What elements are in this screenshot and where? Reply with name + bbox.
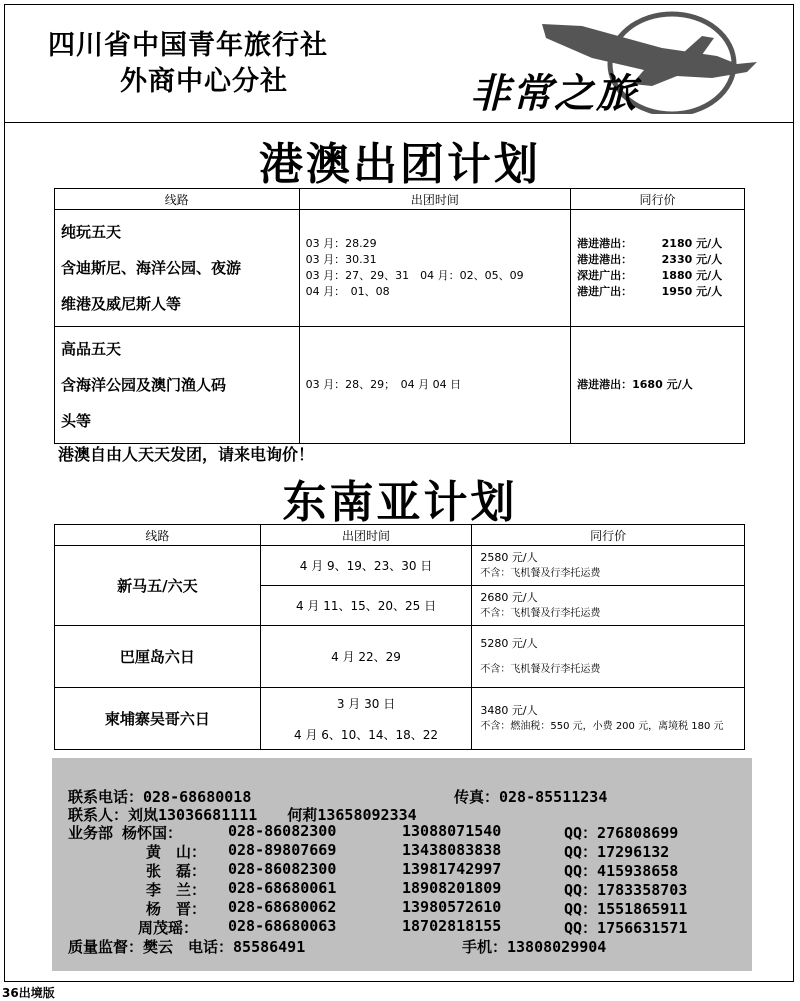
- date-line: 04 月： 01、08: [305, 285, 390, 298]
- staff-tel: 028-86082300: [228, 860, 337, 878]
- price-value: 2580 元/人: [480, 550, 538, 564]
- sea-table: [54, 524, 745, 750]
- route-desc: 维港及威尼斯人等: [61, 295, 182, 313]
- dates-cell: [299, 210, 571, 327]
- staff-tel: 028-68680062: [228, 898, 337, 916]
- route-cell: [55, 210, 300, 327]
- route-cell: [55, 327, 300, 444]
- table-row: [55, 688, 745, 750]
- staff-qq: QQ：1756631571: [564, 919, 688, 937]
- route-desc: 头等: [61, 412, 92, 430]
- price-cell: [571, 210, 745, 327]
- contact-fax: 传真：028-85511234: [454, 788, 608, 806]
- staff-qq: QQ：17296132: [564, 843, 670, 861]
- route-cell: 柬埔寨吴哥六日: [55, 688, 261, 750]
- date-line: 03 月：28、29； 04 月 04 日: [305, 378, 462, 391]
- table-header-row: [55, 525, 745, 546]
- staff-tel: 028-89807669: [228, 841, 337, 859]
- date-line: 03 月：28.29: [305, 237, 377, 250]
- staff-name: 业务部 杨怀国：: [68, 824, 183, 842]
- staff-tel: 028-68680063: [228, 917, 337, 935]
- price-value: 5280 元/人: [480, 636, 538, 650]
- route-cell: 巴厘岛六日: [55, 626, 261, 688]
- staff-name: 黄 山：: [146, 843, 207, 861]
- price-cell: [472, 586, 745, 626]
- price-line: 深进广出： 1880 元/人: [577, 269, 723, 282]
- price-exclusion: 不含：飞机餐及行李托运费: [480, 567, 601, 579]
- staff-name: 杨 晋：: [146, 900, 207, 918]
- price-line: 港进港出： 2330 元/人: [577, 253, 723, 266]
- free-travel-note: 港澳自由人天天发团，请来电询价！: [58, 445, 315, 464]
- staff-mobile: 18908201809: [402, 879, 502, 897]
- contact-phone: 联系电话：028-68680018: [68, 788, 252, 806]
- contact-persons: 联系人：刘岚13036681111 何莉13658092334: [68, 806, 417, 824]
- price-line: 港进港出：1680 元/人: [577, 378, 693, 391]
- staff-name: 张 磊：: [146, 862, 207, 880]
- staff-name: 周茂瑶：: [138, 919, 199, 937]
- price-cell: [571, 327, 745, 444]
- col-route: 线路: [55, 525, 261, 546]
- quality-supervision: 质量监督：樊云 电话：85586491: [68, 938, 306, 956]
- table-row: [55, 546, 745, 586]
- date-line: 03 月：30.31: [305, 253, 377, 266]
- route-cell: 新马五/六天: [55, 546, 261, 626]
- staff-mobile: 13088071540: [402, 822, 502, 840]
- table-header-row: [55, 189, 745, 210]
- slogan: 非常之旅: [470, 70, 638, 117]
- price-cell: [472, 546, 745, 586]
- table-row: [55, 626, 745, 688]
- table-row: [55, 327, 745, 444]
- col-price: 同行价: [472, 525, 745, 546]
- staff-mobile: 13438083838: [402, 841, 502, 859]
- date-line: 03 月：27、29、31 04 月：02、05、09: [305, 269, 524, 282]
- staff-qq: QQ：276808699: [564, 824, 679, 842]
- company-name: [48, 28, 328, 100]
- col-dates: 出团时间: [299, 189, 571, 210]
- price-line: 港进港出： 2180 元/人: [577, 237, 723, 250]
- table-row: [55, 210, 745, 327]
- col-route: 线路: [55, 189, 300, 210]
- staff-mobile: 13980572610: [402, 898, 502, 916]
- price-cell: [472, 626, 745, 688]
- route-name: 高品五天: [61, 340, 122, 358]
- staff-mobile: 13981742997: [402, 860, 502, 878]
- price-line: 港进广出： 1950 元/人: [577, 285, 723, 298]
- price-exclusion: 不含：飞机餐及行李托运费: [480, 607, 601, 619]
- dates-cell: [260, 688, 472, 750]
- contact-panel: [52, 758, 752, 971]
- route-desc: 含海洋公园及澳门渔人码: [61, 376, 227, 394]
- route-name: 纯玩五天: [61, 223, 122, 241]
- page-footer: 36出境版: [2, 986, 55, 1000]
- date-line: 3 月 30 日: [336, 696, 396, 711]
- hk-macau-title: 港澳出团计划: [259, 139, 541, 190]
- quality-mobile: 手机：13808029904: [462, 938, 607, 956]
- staff-name: 李 兰：: [146, 881, 207, 899]
- dates-cell: 4 月 22、29: [260, 626, 472, 688]
- col-dates: 出团时间: [260, 525, 472, 546]
- staff-qq: QQ：1783358703: [564, 881, 688, 899]
- route-desc: 含迪斯尼、海洋公园、夜游: [61, 259, 242, 277]
- price-value: 3480 元/人: [480, 703, 538, 717]
- price-cell: [472, 688, 745, 750]
- dates-cell: 4 月 9、19、23、30 日: [260, 546, 472, 586]
- sea-title: 东南亚计划: [282, 477, 518, 528]
- price-exclusion: 不含：飞机餐及行李托运费: [480, 663, 601, 675]
- dates-cell: 4 月 11、15、20、25 日: [260, 586, 472, 626]
- hk-macau-table: [54, 188, 745, 444]
- col-price: 同行价: [571, 189, 745, 210]
- staff-qq: QQ：1551865911: [564, 900, 688, 918]
- dates-cell: [299, 327, 571, 444]
- staff-qq: QQ：415938658: [564, 862, 679, 880]
- price-exclusion: 不含：燃油税：550 元，小费 200 元，离境税 180 元: [480, 720, 724, 732]
- staff-tel: 028-86082300: [228, 822, 337, 840]
- staff-tel: 028-68680061: [228, 879, 337, 897]
- company-line-2: 外商中心分社: [120, 66, 288, 97]
- staff-mobile: 18702818155: [402, 917, 502, 935]
- date-line: 4 月 6、10、14、18、22: [294, 727, 439, 742]
- company-line-1: 四川省中国青年旅行社: [48, 30, 328, 61]
- price-value: 2680 元/人: [480, 590, 538, 604]
